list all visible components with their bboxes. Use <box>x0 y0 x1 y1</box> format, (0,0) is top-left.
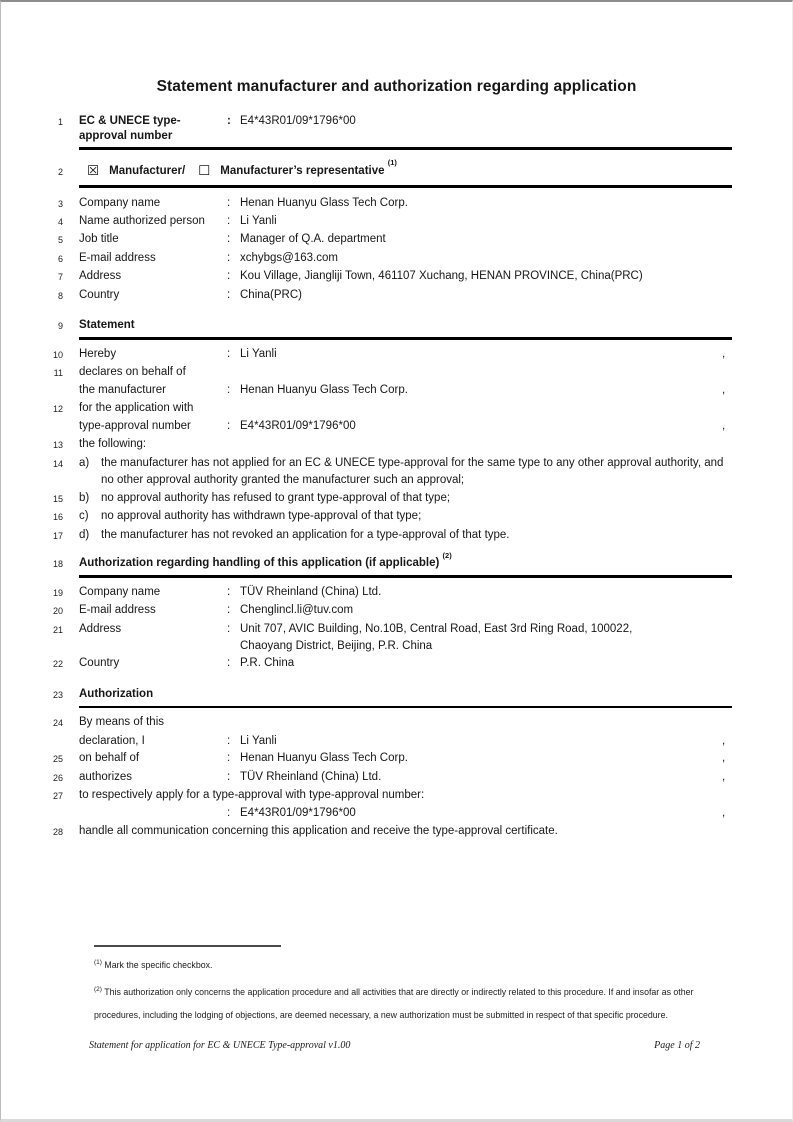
authorization-closing-text: handle all communication concerning this application and receive the type-approval certificate. <box>79 824 558 837</box>
field-row <box>31 400 734 418</box>
approval-number-row <box>31 114 734 144</box>
item-text: no approval authority has withdrawn type-approval of that type; <box>101 510 422 523</box>
colon: : <box>227 215 231 227</box>
section-divider <box>79 575 732 578</box>
trailing-comma: , <box>722 752 726 765</box>
field-row <box>31 287 734 305</box>
trailing-comma: , <box>722 384 726 397</box>
line-number: 5 <box>57 235 63 246</box>
line-number: 15 <box>52 493 63 504</box>
list-item <box>31 490 734 508</box>
declarant-type-row <box>31 157 734 181</box>
line-number: 12 <box>52 403 63 414</box>
representative-option-label: Manufacturer’s representative <box>220 164 385 177</box>
line-number <box>31 805 63 806</box>
line-number: 2 <box>57 166 63 177</box>
text-row <box>31 436 734 454</box>
item-marker: b) <box>79 491 90 504</box>
line-number: 22 <box>52 659 63 670</box>
colon: : <box>227 270 231 283</box>
colon: : <box>227 196 231 209</box>
page-title: Statement manufacturer and authorization regarding application <box>156 78 637 95</box>
field-row <box>31 655 734 673</box>
line-number: 19 <box>52 587 63 598</box>
item-marker: d) <box>79 528 90 541</box>
field-row <box>31 714 734 732</box>
spacer <box>185 163 198 179</box>
checkbox-unchecked-icon: ☐ <box>198 163 211 180</box>
colon: : <box>227 807 231 820</box>
page-footer <box>89 1040 700 1052</box>
trailing-comma: , <box>722 420 726 433</box>
statement-intro-text: the following: <box>79 437 147 450</box>
line-number: 11 <box>53 368 63 379</box>
field-row <box>31 364 734 382</box>
field-value: Henan Huanyu Glass Tech Corp. <box>240 752 408 765</box>
line-number: 26 <box>52 772 63 783</box>
colon: : <box>227 115 231 127</box>
field-label: Name authorized person <box>79 215 205 227</box>
field-label <box>79 805 227 822</box>
field-label: for the application with <box>79 401 194 414</box>
trailing-comma: , <box>722 770 726 783</box>
field-value: China(PRC) <box>240 288 302 301</box>
field-label: By means of this <box>79 716 165 729</box>
field-label: declares on behalf of <box>79 366 186 379</box>
line-number: 27 <box>52 790 63 801</box>
statement-heading-row <box>31 318 734 334</box>
checkbox-checked-icon: ☒ <box>87 163 100 180</box>
field-value: Li Yanli <box>240 215 277 227</box>
field-value: Kou Village, Jiangliji Town, 461107 Xuchang, HENAN PROVINCE, China(PRC) <box>240 270 643 283</box>
item-marker: c) <box>79 510 89 523</box>
footnote-2-text: This authorization only concerns the application procedure and all activities that are directly or indirectly related to this procedure. If and insofar as other procedures, including the lodging of objections, are deemed necessary, a new authorization must be submitted in respect of that specific procedure. <box>94 986 694 1020</box>
field-value: Henan Huanyu Glass Tech Corp. <box>240 384 408 397</box>
item-marker: a) <box>79 457 90 470</box>
colon: : <box>227 233 231 246</box>
footnote-1-ref: (1) <box>94 958 102 966</box>
field-row <box>31 418 734 435</box>
list-item <box>31 508 734 526</box>
address-line-2: Chaoyang District, Beijing, P.R. China <box>240 639 433 652</box>
section-heading: Authorization regarding handling of this application (if applicable) <box>79 557 440 570</box>
footer-page-number: Page 1 of 2 <box>654 1039 700 1051</box>
field-value: Manager of Q.A. department <box>240 233 386 246</box>
section-divider <box>79 185 732 188</box>
line-number: 14 <box>52 459 63 470</box>
item-text: the manufacturer has not applied for an EC & UNECE type-approval for the same type to any other approval authority, and no other approval authority granted the manufacturer such an approval; <box>101 457 724 487</box>
colon: : <box>227 734 231 747</box>
field-label: Hereby <box>79 347 117 360</box>
line-number: 16 <box>52 512 63 523</box>
line-number <box>31 733 63 734</box>
trailing-comma: , <box>722 807 726 820</box>
field-row <box>31 733 734 750</box>
address-line-1: Unit 707, AVIC Building, No.10B, Central Road, East 3rd Ring Road, 100022, <box>240 622 633 635</box>
field-value: Henan Huanyu Glass Tech Corp. <box>240 196 408 209</box>
field-value: Li Yanli <box>240 734 277 747</box>
field-value: P.R. China <box>240 657 295 670</box>
footnote-ref-2: (2) <box>442 551 452 561</box>
line-number: 28 <box>52 826 63 837</box>
field-row <box>31 231 734 249</box>
section-divider <box>79 147 732 150</box>
field-label: declaration, I <box>79 734 145 747</box>
list-item <box>31 527 734 545</box>
colon: : <box>227 420 231 433</box>
authorization-handling-section <box>1 584 792 674</box>
field-value: Chenglincl.li@tuv.com <box>240 604 354 617</box>
line-number: 10 <box>52 349 63 360</box>
statement-section <box>1 346 792 454</box>
field-row <box>31 602 734 620</box>
section-heading: Authorization <box>79 687 154 700</box>
colon: : <box>227 251 231 264</box>
field-label: Company name <box>79 196 161 209</box>
field-value: Li Yanli <box>240 347 277 360</box>
manufacturer-option-label: Manufacturer/ <box>109 164 186 177</box>
line-number: 24 <box>52 718 63 729</box>
line-number: 6 <box>57 253 63 264</box>
field-label: E-mail address <box>79 604 156 617</box>
manufacturer-details-section <box>1 195 792 305</box>
trailing-comma: , <box>722 347 726 360</box>
item-text: the manufacturer has not revoked an application for a type-approval of that type. <box>101 528 510 541</box>
colon: : <box>227 604 231 617</box>
field-value <box>240 621 734 656</box>
section-divider <box>79 706 732 709</box>
colon: : <box>227 288 231 301</box>
authorization-purpose-text: to respectively apply for a type-approval with type-approval number: <box>79 788 425 801</box>
field-row <box>31 750 734 768</box>
line-number: 9 <box>57 321 63 332</box>
line-number: 21 <box>52 624 63 635</box>
colon: : <box>227 347 231 360</box>
field-value: TÜV Rheinland (China) Ltd. <box>240 585 382 598</box>
footnote-ref-1: (1) <box>387 157 397 167</box>
field-row <box>31 346 734 364</box>
line-number: 3 <box>57 198 63 209</box>
text-row <box>31 787 734 805</box>
field-label: Job title <box>79 233 119 246</box>
field-label: Company name <box>79 585 161 598</box>
line-number: 23 <box>52 689 63 700</box>
authorization-handling-heading-row <box>31 551 734 572</box>
field-row <box>31 769 734 787</box>
line-number: 7 <box>57 272 63 283</box>
item-text: no approval authority has refused to grant type-approval of that type; <box>101 491 451 504</box>
colon: : <box>227 752 231 765</box>
field-row <box>31 213 734 231</box>
field-row <box>31 250 734 268</box>
field-value: E4*43R01/09*1796*00 <box>240 420 356 433</box>
field-value: TÜV Rheinland (China) Ltd. <box>240 770 382 783</box>
text-row <box>31 823 734 841</box>
line-number: 25 <box>52 754 63 765</box>
section-heading: Statement <box>79 319 135 332</box>
field-label: on behalf of <box>79 752 140 765</box>
field-label: Address <box>79 622 122 635</box>
approval-number-label: EC & UNECE type-approval number <box>79 115 181 142</box>
footer-document-version: Statement for application for EC & UNECE Type-approval v1.00 <box>89 1039 351 1051</box>
footnote-1 <box>94 959 737 971</box>
field-row <box>31 382 734 399</box>
colon: : <box>227 384 231 397</box>
trailing-comma: , <box>722 734 726 747</box>
line-number: 8 <box>57 290 63 301</box>
line-number <box>31 418 63 419</box>
colon: : <box>227 622 231 635</box>
field-label: the manufacturer <box>79 384 166 397</box>
field-label: Country <box>79 288 120 301</box>
field-row <box>31 805 734 822</box>
colon: : <box>227 657 231 670</box>
statement-items <box>1 455 792 545</box>
line-number: 20 <box>52 606 63 617</box>
field-label: type-approval number <box>79 420 191 433</box>
colon: : <box>227 770 231 783</box>
line-number: 1 <box>57 117 63 127</box>
section-divider <box>79 337 732 340</box>
list-item <box>31 455 734 490</box>
line-number: 18 <box>52 559 63 570</box>
field-row <box>31 584 734 602</box>
colon: : <box>227 585 231 598</box>
field-row <box>31 621 734 656</box>
footnote-separator <box>94 945 281 947</box>
line-number <box>31 382 63 383</box>
line-number: 4 <box>57 217 63 227</box>
field-label: authorizes <box>79 770 133 783</box>
authorization-section <box>1 714 792 841</box>
footnote-1-text: Mark the specific checkbox. <box>104 959 213 970</box>
line-number: 17 <box>52 530 63 541</box>
field-row <box>31 268 734 286</box>
field-label: E-mail address <box>79 251 156 264</box>
footnote-2 <box>94 981 737 1027</box>
field-value: E4*43R01/09*1796*00 <box>240 807 356 820</box>
field-label: Address <box>79 270 122 283</box>
approval-number-value: E4*43R01/09*1796*00 <box>240 115 356 127</box>
footnote-2-ref: (2) <box>94 985 102 993</box>
authorization-heading-row <box>31 687 734 703</box>
line-number: 13 <box>52 439 63 450</box>
field-value: xchybgs@163.com <box>240 251 338 264</box>
field-row <box>31 195 734 213</box>
field-label: Country <box>79 657 120 670</box>
